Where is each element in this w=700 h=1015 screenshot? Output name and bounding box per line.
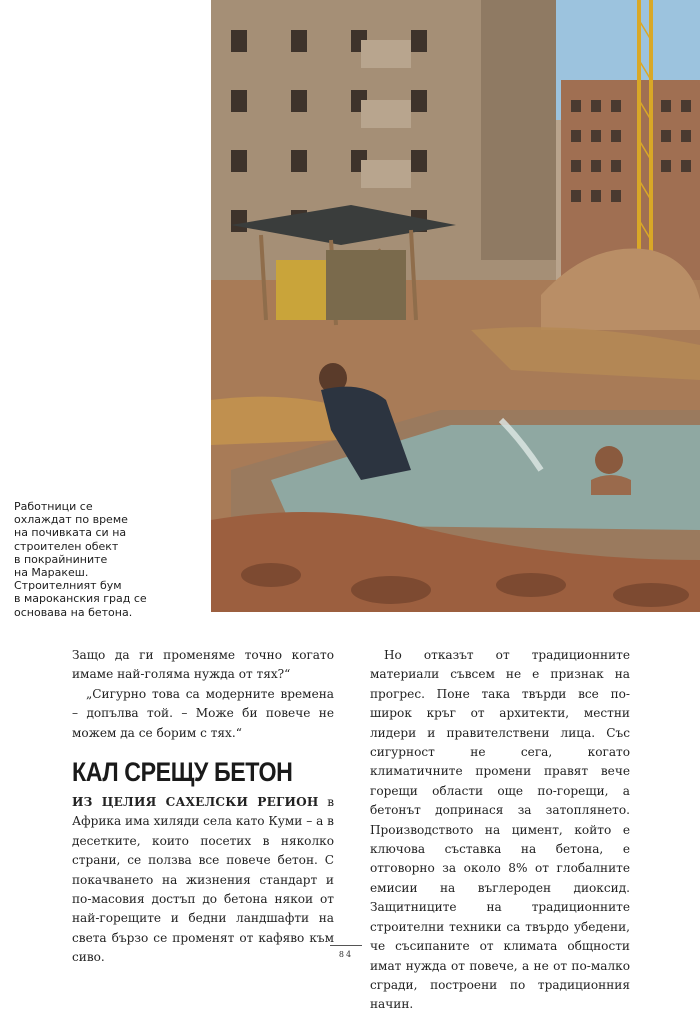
body-paragraph-text: в Африка има хиляди села като Куми – а в десетките, които посетих в няколко страни, се ползва все повече бетон. С покачването на жизнения стандарт и по-масовия достъп до бетона някои от най-горещите и бедни ландшафти на света бързо се променят от кафяво към сиво. — [72, 795, 334, 965]
construction-site-photo — [211, 0, 700, 612]
caption-line: на почивката си на — [14, 526, 127, 540]
caption-line: Работници се — [14, 500, 93, 513]
caption-line: охлаждат по време — [14, 513, 128, 527]
caption-line: в покрайнините — [14, 552, 108, 566]
section-heading: КАЛ СРЕЩУ БЕТОН — [72, 757, 293, 788]
body-paragraph: Но отказът от традиционните материали съвсем не е признак на прогрес. Поне така твърди все по-широк кръг от архитекти, местни лидери и правителствени лица. Със сигурност не сега, когато климатичните промени правят вече горещи области още по-горещи, а бетонът допринася за затоплянето. Производството на цимент, който е ключова съставка на бетона, е отговорно за около 8% от глобалните емисии на въглероден диоксид. Защитниците на традиционните строителни техники са твърдо убедени, че съсипаните от климата общности имат нужда от повече, а не от по-малко сгради, построени по традиционния начин. — [370, 648, 630, 1012]
body-paragraph-lead — [72, 793, 334, 968]
caption-line: в мароканския град се — [14, 592, 147, 606]
body-paragraph: „Сигурно това са модерните времена – допълва той. – Може би повече не можем да се борим с тях.“ — [72, 686, 334, 740]
right-text-column — [370, 646, 630, 1015]
caption-line: строителен обект — [14, 539, 119, 553]
page-number: 84 — [338, 950, 354, 959]
page-number-rule — [330, 945, 362, 946]
lead-in: ИЗ ЦЕЛИЯ САХЕЛСКИ РЕГИОН — [72, 795, 319, 810]
photo-caption — [14, 500, 200, 619]
caption-line: на Маракеш. — [14, 566, 89, 580]
caption-line: Строителният бум — [14, 579, 122, 593]
left-text-column — [72, 646, 334, 968]
caption-line: основава на бетона. — [14, 605, 133, 619]
body-paragraph: Защо да ги променяме точно когато имаме най-голяма нужда от тях?“ — [72, 648, 334, 682]
